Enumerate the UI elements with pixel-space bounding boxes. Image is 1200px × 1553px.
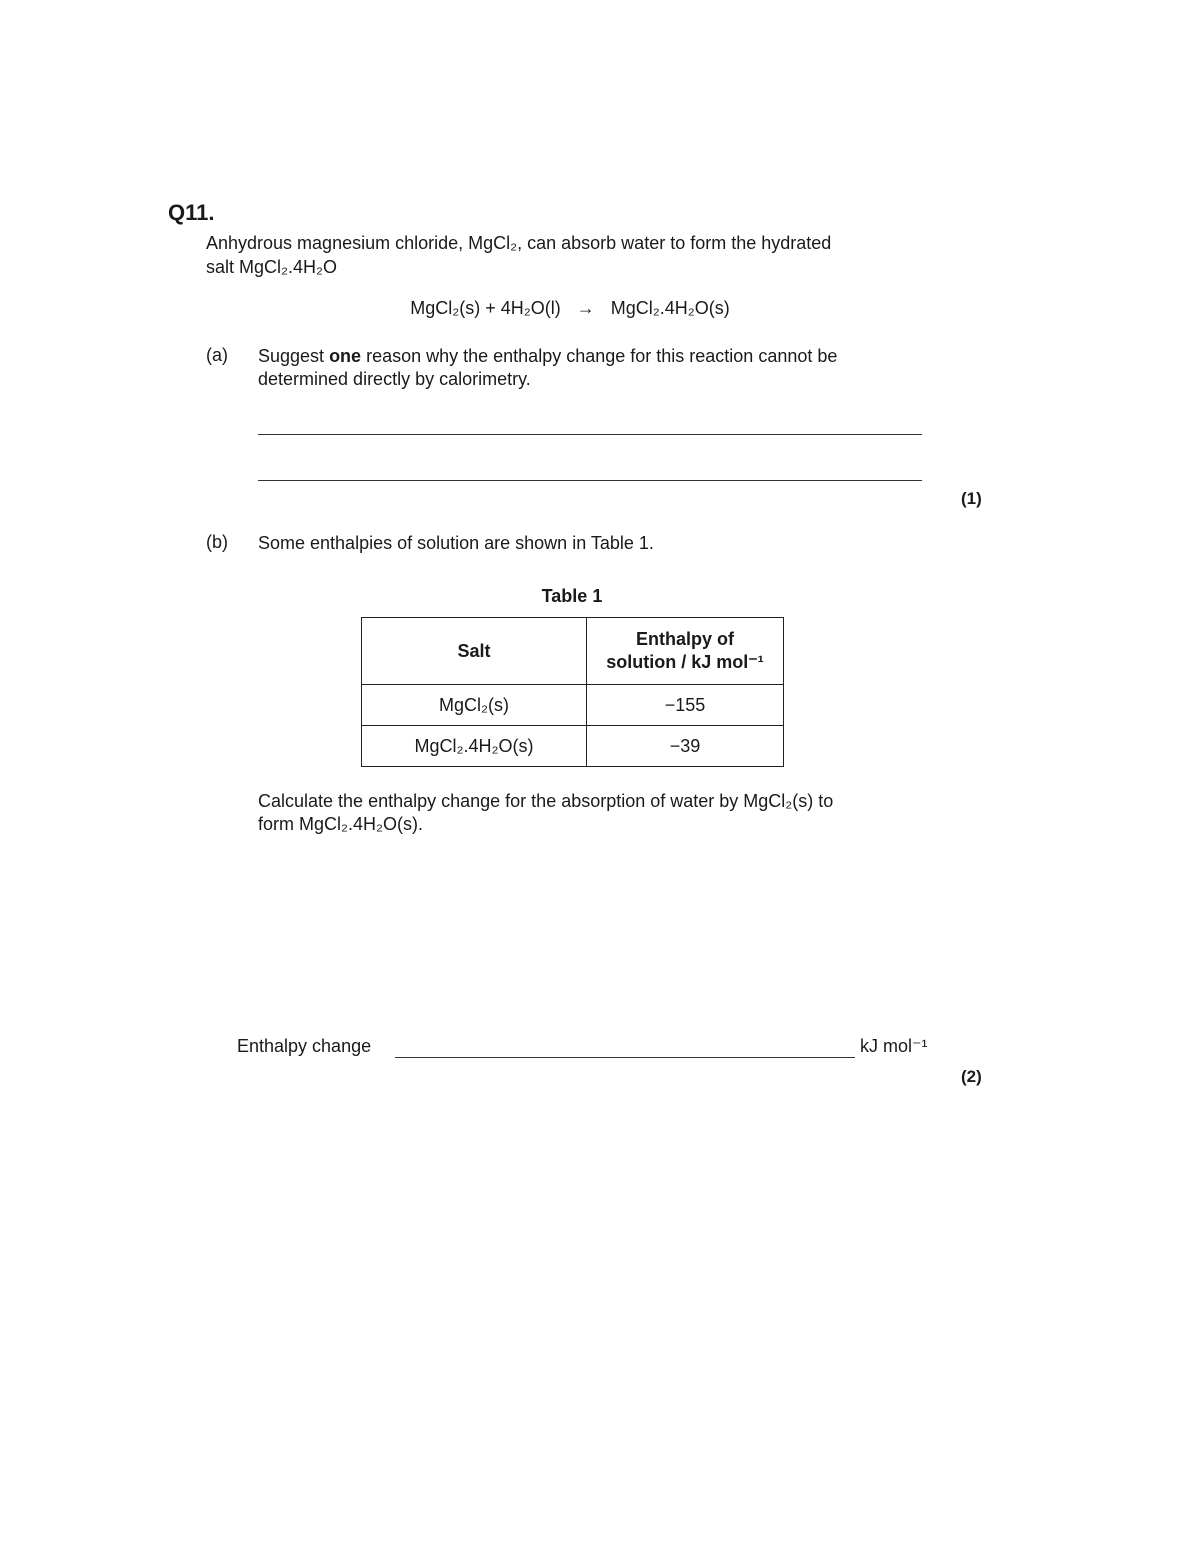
part-b-intro: Some enthalpies of solution are shown in Table 1. bbox=[258, 533, 654, 553]
enthalpy-table bbox=[361, 617, 784, 767]
part-a-question bbox=[258, 345, 928, 391]
part-a-line-2: determined directly by calorimetry. bbox=[258, 369, 531, 389]
question-number: Q11. bbox=[168, 200, 215, 225]
question-intro bbox=[206, 231, 926, 279]
marks-part-b: (2) bbox=[961, 1067, 982, 1086]
header-salt: Salt bbox=[362, 618, 587, 685]
answer-line-a-2[interactable] bbox=[258, 480, 922, 481]
cell-salt: MgCl₂(s) bbox=[362, 685, 587, 726]
table-header-row bbox=[362, 618, 784, 685]
part-a-line-1 bbox=[258, 345, 928, 368]
reaction-arrow-icon: → bbox=[576, 298, 595, 318]
header-enthalpy-line-1: Enthalpy of bbox=[636, 629, 734, 649]
cell-enthalpy: −155 bbox=[587, 685, 784, 726]
cell-enthalpy: −39 bbox=[587, 726, 784, 767]
reaction-equation bbox=[0, 298, 1140, 319]
answer-label: Enthalpy change bbox=[237, 1036, 372, 1056]
part-b-label: (b) bbox=[206, 532, 228, 552]
header-enthalpy bbox=[587, 618, 784, 685]
cell-salt: MgCl₂.4H₂O(s) bbox=[362, 726, 587, 767]
part-a-label: (a) bbox=[206, 345, 228, 365]
intro-line-1: Anhydrous magnesium chloride, MgCl₂, can absorb water to form the hydrated bbox=[206, 233, 832, 253]
answer-unit: kJ mol⁻¹ bbox=[860, 1036, 928, 1056]
equation-products: MgCl₂.4H₂O(s) bbox=[610, 298, 730, 318]
header-enthalpy-line-2: solution / kJ mol⁻¹ bbox=[606, 652, 764, 672]
calc-line-1: Calculate the enthalpy change for the absorption of water by MgCl₂(s) to bbox=[258, 791, 834, 811]
part-a-bold-word: one bbox=[329, 346, 362, 366]
calculation-prompt bbox=[258, 790, 928, 836]
answer-line-b[interactable] bbox=[395, 1057, 855, 1058]
intro-line-2: salt MgCl₂.4H₂O bbox=[206, 257, 338, 277]
marks-part-a: (1) bbox=[961, 489, 982, 508]
equation-reactants: MgCl₂(s) + 4H₂O(l) bbox=[410, 298, 561, 318]
calc-line-2: form MgCl₂.4H₂O(s). bbox=[258, 814, 423, 834]
table-caption: Table 1 bbox=[541, 586, 603, 606]
table-row bbox=[362, 726, 784, 767]
answer-line-a-1[interactable] bbox=[258, 434, 922, 435]
table-row bbox=[362, 685, 784, 726]
part-a-text-end: reason why the enthalpy change for this reaction cannot be bbox=[361, 346, 838, 366]
part-a-text-start: Suggest bbox=[258, 346, 330, 366]
